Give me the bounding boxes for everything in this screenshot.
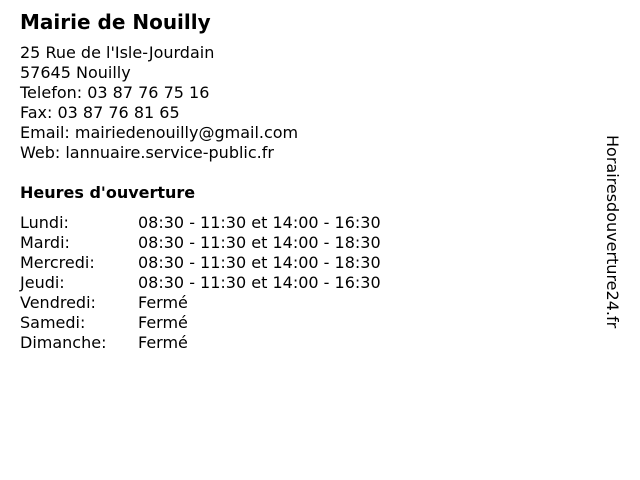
hours-table [20,213,440,353]
hours-heading: Heures d'ouverture [20,183,196,202]
day-label: Lundi: [20,213,69,232]
day-label: Dimanche: [20,333,107,352]
hours-row-sunday [20,333,440,353]
hours-row-wednesday [20,253,440,273]
day-hours: 08:30 - 11:30 et 14:00 - 16:30 [138,273,381,292]
page-title: Mairie de Nouilly [20,10,211,34]
phone-line: Telefon: 03 87 76 75 16 [20,83,210,102]
day-hours: 08:30 - 11:30 et 14:00 - 18:30 [138,233,381,252]
day-label: Mercredi: [20,253,95,272]
site-watermark: Horairesdouverture24.fr [603,135,622,329]
web-line: Web: lannuaire.service-public.fr [20,143,274,162]
day-label: Mardi: [20,233,70,252]
hours-row-friday [20,293,440,313]
hours-row-saturday [20,313,440,333]
day-hours: Fermé [138,333,188,352]
day-label: Vendredi: [20,293,96,312]
contact-block [20,43,298,163]
city-line: 57645 Nouilly [20,63,131,82]
day-hours: 08:30 - 11:30 et 14:00 - 18:30 [138,253,381,272]
hours-row-tuesday [20,233,440,253]
day-hours: Fermé [138,293,188,312]
hours-row-monday [20,213,440,233]
day-label: Samedi: [20,313,86,332]
day-hours: Fermé [138,313,188,332]
day-label: Jeudi: [20,273,65,292]
address-line: 25 Rue de l'Isle-Jourdain [20,43,215,62]
email-line: Email: mairiedenouilly@gmail.com [20,123,299,142]
day-hours: 08:30 - 11:30 et 14:00 - 16:30 [138,213,381,232]
hours-row-thursday [20,273,440,293]
fax-line: Fax: 03 87 76 81 65 [20,103,180,122]
